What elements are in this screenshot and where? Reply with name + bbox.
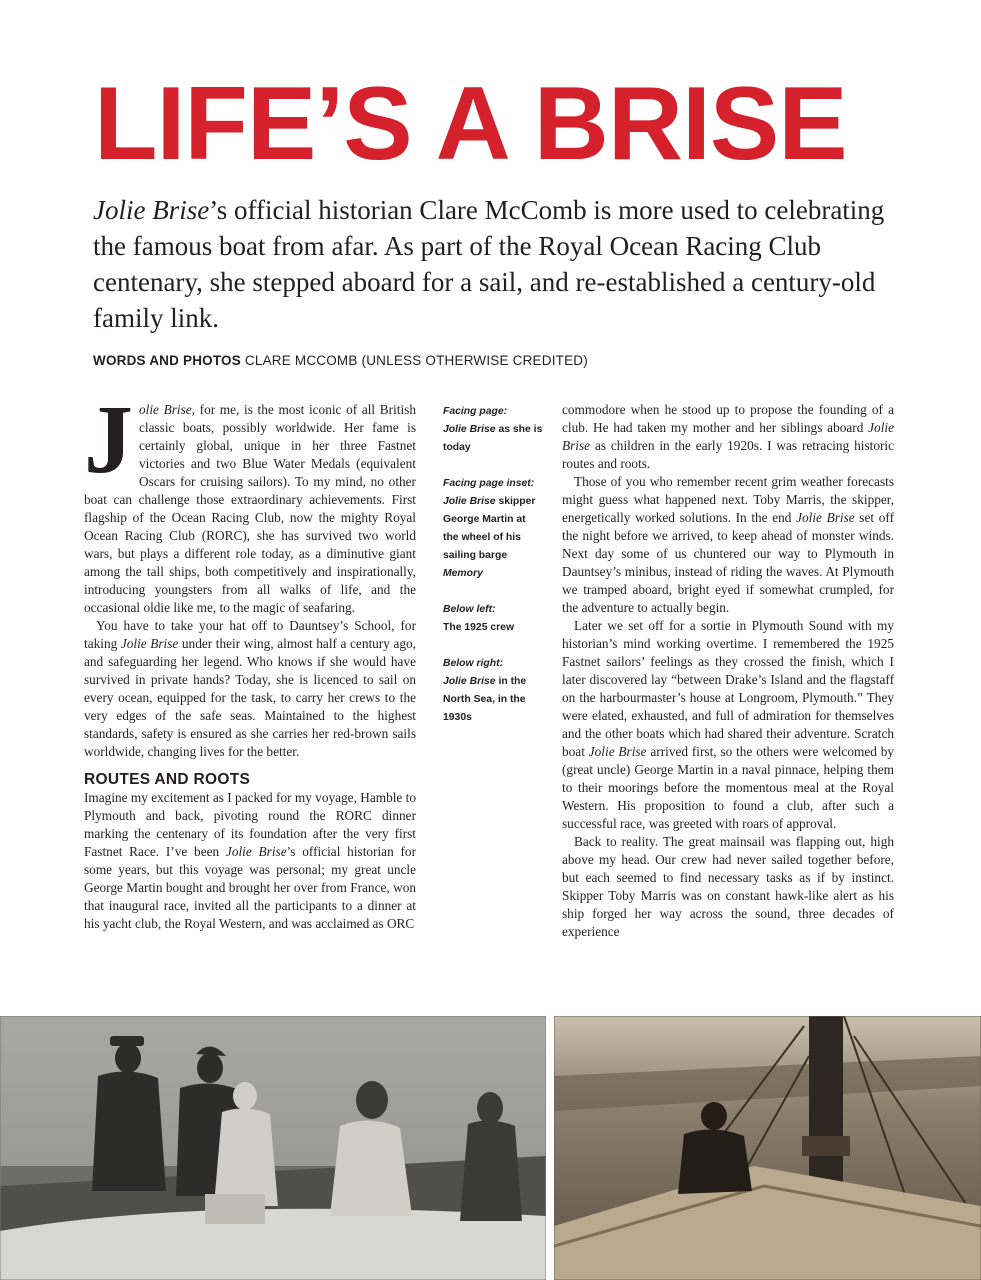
paragraph-text: under their wing, almost half a century ago, and safeguarding her legend. Who knows if she would have survived in private hands? Today, she is licenced to sail on every ocean, equipped for the task, to carry her crews to the very edges of the safe seas. Maintained to the highest standards, safety is ensured as she carries her red-brown sails worldwide, changing lives for the better. — [84, 636, 416, 759]
photo-north-sea-image — [554, 1016, 981, 1280]
caption-facing-page — [443, 403, 543, 457]
caption-boat-name: Jolie Brise — [443, 676, 496, 687]
photo-1925-crew-image — [0, 1016, 546, 1280]
caption-label: Below left: — [443, 604, 496, 615]
caption-label: Below right: — [443, 658, 504, 669]
photo-captions — [443, 403, 543, 745]
caption-boat-name: Jolie Brise — [443, 496, 496, 507]
paragraph-intro — [84, 386, 416, 617]
caption-facing-page-inset — [443, 475, 543, 583]
paragraph-text: Back to reality. The great mainsail was flapping out, high above my head. Our crew had never sailed together before, but each seemed to find necessary tasks as if by instinct. Skipper Toby Marris was on constant hawk-like alert as his ship forged her way across the sound, three decades of experience — [562, 834, 894, 939]
byline-name: CLARE MCCOMB (UNLESS OTHERWISE CREDITED) — [244, 353, 588, 368]
paragraph-text: as children in the early 1920s. I was retracing historic routes and roots. — [562, 438, 894, 471]
byline-label: WORDS AND PHOTOS — [93, 353, 241, 368]
caption-below-right — [443, 655, 543, 727]
paragraph-text: set off the night before we arrived, to keep ahead of monster winds. Next day some of us chuntered our way to Plymouth in Dauntsey’s minibus, instead of riding the waves. At Plymouth we tramped aboard, bright eyed if somewhat crumpled, for the adventure to actually begin. — [562, 510, 894, 615]
paragraph-text: Later we set off for a sortie in Plymouth Sound with my historian’s mind working overtime. I remembered the 1925 Fastnet sailors’ feelings as they crossed the finish, which I later discovered lay “between Drake’s Island and the flagstaff on the harbourmaster’s house at Longroom, Plymouth.” They were elated, exhausted, and full of admiration for themselves and the other boats which had shared their adventure. Scratch boat — [562, 618, 894, 759]
caption-boat-name: Jolie Brise — [443, 424, 496, 435]
caption-below-left — [443, 601, 543, 637]
subheading: ROUTES AND ROOTS — [84, 771, 251, 788]
paragraph — [562, 401, 894, 473]
paragraph — [562, 833, 894, 941]
caption-text: as she is today — [443, 424, 543, 453]
caption-text: in the North Sea, in the 1930s — [443, 676, 527, 723]
photo-north-sea-1930s — [554, 1016, 981, 1280]
paragraph-text: You have to take your hat off to Dauntsey’s School, for taking — [84, 618, 416, 651]
standfirst-text: ’s official historian Clare McComb is more used to celebrating the famous boat from afar. As part of the Royal Ocean Racing Club centenary, she stepped aboard for a sail, and re-established a century-old family link. — [93, 195, 885, 333]
body-column-right — [562, 401, 894, 941]
paragraph-text: , for me, is the most iconic of all British classic boats, possibly worldwide. Her fame is certainly global, unique in her three Fastnet victories and two Blue Water Medals (equivalent Oscars for cruising sailors). To my mind, no other boat can challenge those extraordinary achievements. First flagship of the Ocean Racing Club, now the mighty Royal Ocean Racing Club (RORC), she has survived two world wars, but plays a different role today, as a diminutive giant among the tall ships, both competitively and inspirationally, introducing youngsters from all walks of life, and the occasional oldie like me, to the magic of seafaring. — [84, 402, 416, 615]
paragraph-text: commodore when he stood up to propose the founding of a club. He had taken my mother and her siblings aboard — [562, 402, 894, 435]
caption-text: skipper George Martin at the wheel of his sailing barge — [443, 496, 536, 561]
boat-name: olie Brise — [139, 402, 192, 417]
paragraph-text: arrived first, so the others were welcomed by (great uncle) George Martin in a naval pinnace, helping them to their moorings before the momentous meal at the Royal Western. His proposition to found a club, after such a successful race, was greeted with roars of approval. — [562, 744, 895, 831]
boat-name: Jolie Brise — [120, 636, 179, 651]
body-column-left — [84, 386, 416, 933]
byline — [93, 353, 588, 368]
boat-name: Jolie Brise — [588, 744, 647, 759]
paragraph-text: Those of you who remember recent grim weather forecasts might guess what happened next. Toby Marris, the skipper, energetically worked solutions. In the end — [562, 474, 894, 525]
paragraph-text: ’s official historian for some years, but this voyage was personal; my great uncle George Martin bought and brought her over from France, won that inaugural race, invited all the participants to a dinner at his yacht club, the Royal Western, and was acclaimed as ORC — [84, 844, 416, 931]
standfirst — [93, 192, 913, 336]
boat-name: Jolie Brise — [225, 844, 287, 859]
drop-cap: J — [84, 386, 133, 494]
caption-barge-name: Memory — [443, 568, 483, 579]
standfirst-boat-name: Jolie Brise — [93, 195, 210, 225]
paragraph — [562, 473, 894, 617]
caption-label: Facing page: — [443, 406, 508, 417]
photo-1925-crew — [0, 1016, 546, 1280]
boat-name: Jolie Brise — [562, 420, 894, 453]
paragraph-text: Imagine my excitement as I packed for my voyage, Hamble to Plymouth and back, pivoting round the RORC dinner marking the centenary of its foundation after the very first Fastnet Race. I’ve been — [84, 790, 416, 859]
paragraph — [84, 789, 416, 933]
paragraph — [562, 617, 894, 833]
boat-name: Jolie Brise — [796, 510, 855, 525]
caption-label: Facing page inset: — [443, 478, 535, 489]
paragraph — [84, 617, 416, 761]
caption-text: The 1925 crew — [443, 622, 515, 633]
headline: LIFE’S A BRISE — [94, 66, 847, 182]
